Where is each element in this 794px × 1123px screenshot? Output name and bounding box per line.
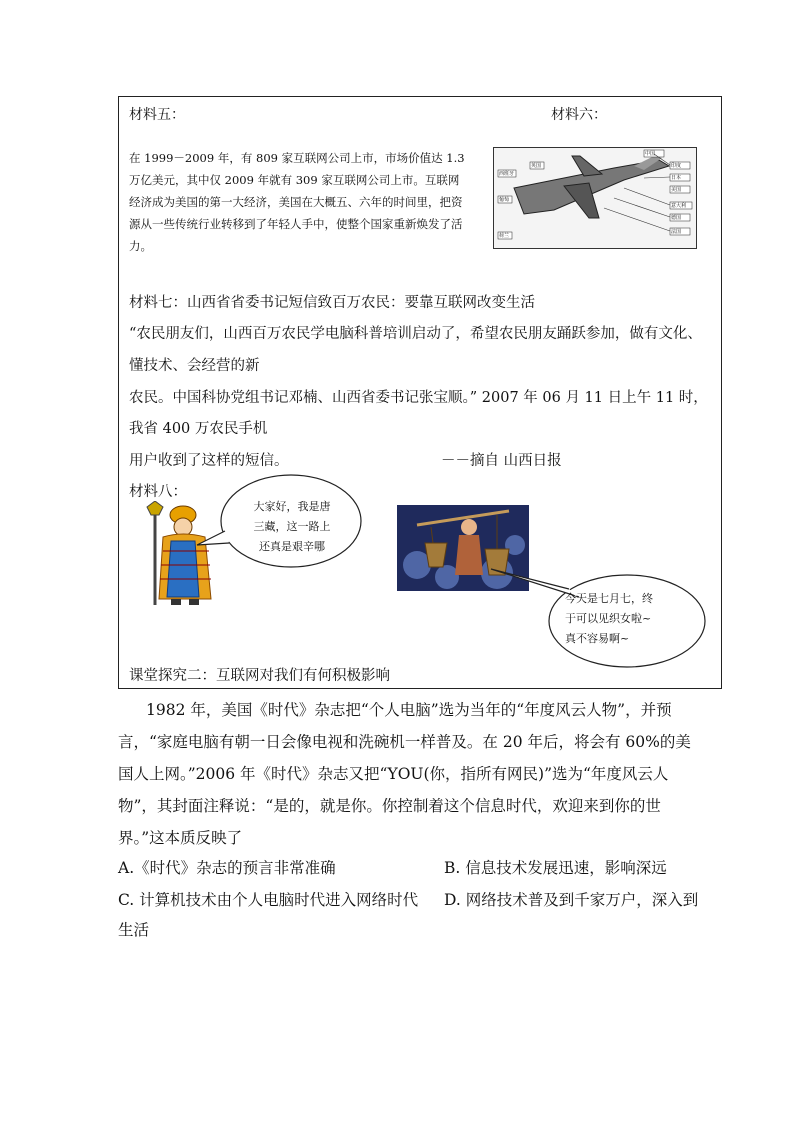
map-label: 英国 [531,163,542,169]
speech-bubble-2-text [565,589,695,649]
map-label: 荷兰 [499,233,510,239]
material8-label: 材料八： [129,484,187,500]
question-line-1: 1982 年，美国《时代》杂志把“个人电脑”选为当年的“年度风云人物”，并预 [146,701,672,719]
map-label: 法国 [671,229,682,235]
option-d: D. 网络技术普及到千家万户，深入到 [444,891,699,909]
map-label: 意大利 [671,203,687,209]
bubble1-line1: 大家好，我是唐 [253,500,331,513]
airplane-map-image [493,147,697,249]
material7-line4: 我省 400 万农民手机 [129,421,268,437]
material7-line2: 懂技术、会经营的新 [129,358,260,374]
map-label: 日本 [671,175,682,181]
question-line-3: 国人上网。”2006 年《时代》杂志又把“YOU(你，指所有网民)”选为“年度风云人 [118,765,669,783]
inquiry-title: 课堂探究二：互联网对我们有何积极影响 [129,668,390,684]
option-c: C. 计算机技术由个人电脑时代进入网络时代 [118,891,419,909]
question-line-4: 物”，其封面注释说：“是的，就是你。你控制着这个信息时代，欢迎来到你的世 [118,797,661,815]
material6-label: 材料六： [551,107,607,123]
option-d-continuation: 生活 [118,921,150,939]
option-a: A.《时代》杂志的预言非常准确 [118,859,336,877]
map-label: 德国 [671,215,682,221]
material7-title: 材料七：山西省省委书记短信致百万农民：要靠互联网改变生活 [129,295,535,311]
option-b: B. 信息技术发展迅速，影响深远 [444,859,667,877]
question-line-2: 言，“家庭电脑有朝一日会像电视和洗碗机一样普及。在 20 年后，将会有 60%的美 [118,733,691,751]
bubble2-line2: 于可以见织女啦~ [565,612,652,625]
material5-text: 在 1999－2009 年，有 809 家互联网公司上市，市场价值达 1.3 万亿美元，其中仅 2009 年就有 309 家互联网公司上市。互联网经济成为美国的第一大经济，美国在大概五、六年的时间里，把资源从一些传统行业转移到了年轻人手中，使整个国家重新焕发了活力。 [129,151,465,253]
question-line-5: 界。”这本质反映了 [118,829,243,847]
material7-line1: “农民朋友们，山西百万农民学电脑科普培训启动了，希望农民朋友踊跃参加，做有文化、 [129,326,702,342]
bubble2-line1: 今天是七月七，终 [565,592,653,605]
airplane-map-graphic [494,148,696,248]
map-label: 中国 [645,151,656,157]
materials-frame [118,96,722,689]
bubble1-line2: 三藏，这一路上 [253,520,331,533]
material7-line5: 用户收到了这样的短信。 [129,453,289,469]
map-label: 美国 [671,187,682,193]
material7-line3: 农民。中国科协党组书记邓楠、山西省委书记张宝顺。” 2007 年 06 月 11 日上午 11 时， [129,390,708,406]
material5-label: 材料五： [129,107,185,123]
bubble1-line3: 还真是艰辛哪 [259,540,325,553]
speech-bubble-1-text [227,497,357,557]
map-label: 印度 [671,163,682,169]
bubble2-line3: 真不容易啊~ [565,632,630,645]
map-label: 葡萄 [499,197,510,203]
material7-source: －－摘自 山西日报 [441,453,562,469]
map-label: 西班牙 [499,171,515,177]
